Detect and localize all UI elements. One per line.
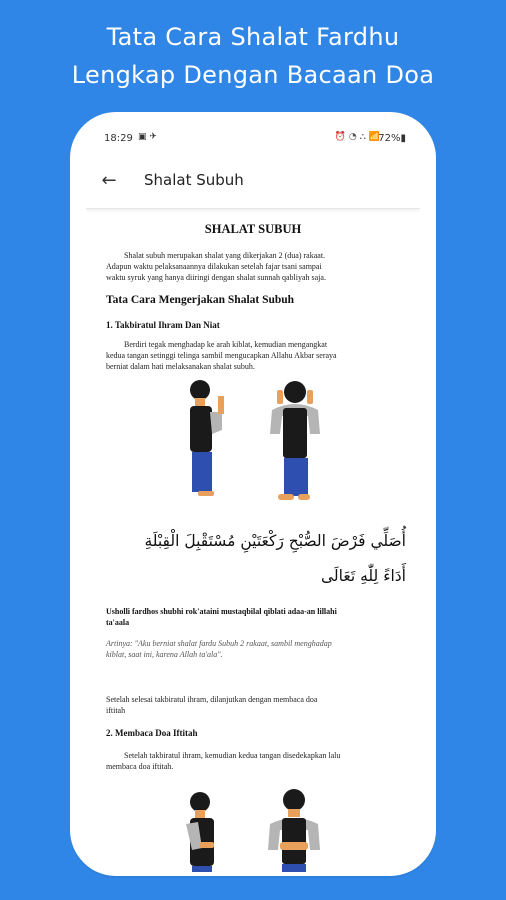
page-title: Shalat Subuh bbox=[144, 171, 244, 189]
app-bar bbox=[86, 152, 420, 209]
niat-arabic-line-2: أَدَاءً لِلّٰهِ تَعَالَى bbox=[321, 567, 406, 585]
back-arrow-icon[interactable]: ← bbox=[101, 170, 117, 191]
notification-icons: ▣ ✈ bbox=[138, 132, 157, 142]
promo-headline bbox=[0, 18, 506, 94]
after-takbir-line-2: iftitah bbox=[106, 706, 126, 715]
system-status-icons: ⏰ ◔ ⛬ 📶 bbox=[334, 132, 380, 142]
intro-line-1: Shalat subuh merupakan shalat yang dikerjakan 2 (dua) rakaat. bbox=[124, 251, 326, 260]
niat-meaning-line-2: kiblat, saat ini, karena Allah ta'ala". bbox=[106, 650, 223, 659]
phone-frame bbox=[70, 112, 436, 876]
sedekap-front-figure-illustration bbox=[266, 786, 322, 872]
intro-line-3: waktu syruk yang hanya diiringi dengan shalat sunnah qabliyah saja. bbox=[106, 273, 326, 282]
battery-indicator: 72%▮ bbox=[378, 133, 406, 144]
intro-line-2: Adapun waktu pelaksanaannya dilakukan setelah fajar tsani sampai bbox=[106, 262, 322, 271]
document-title: SHALAT SUBUH bbox=[204, 222, 302, 236]
sedekap-side-figure-illustration bbox=[178, 788, 228, 872]
promo-line-1: Tata Cara Shalat Fardhu bbox=[106, 23, 400, 51]
document-content[interactable] bbox=[86, 210, 420, 872]
promo-line-2: Lengkap Dengan Bacaan Doa bbox=[71, 61, 435, 89]
step1-line-1: Berdiri tegak menghadap ke arah kiblat, kemudian mengangkat bbox=[124, 340, 328, 349]
phone-screen bbox=[86, 124, 420, 872]
step2-line-1: Setelah takbiratul ihram, kemudian kedua tangan disedekapkan lalu bbox=[124, 751, 341, 760]
step2-line-2: membaca doa iftitah. bbox=[106, 762, 174, 771]
section-heading: Tata Cara Mengerjakan Shalat Subuh bbox=[106, 294, 295, 306]
step1-line-3: berniat dalam hati melaksanakan shalat subuh. bbox=[106, 362, 255, 371]
standing-figure-illustration bbox=[176, 376, 236, 512]
status-bar bbox=[86, 124, 420, 152]
step2-heading: 2. Membaca Doa Iftitah bbox=[106, 728, 198, 738]
step1-heading: 1. Takbiratul Ihram Dan Niat bbox=[106, 320, 220, 330]
after-takbir-line-1: Setelah selesai takbiratul ihram, dilanjutkan dengan membaca doa bbox=[106, 695, 318, 704]
niat-arabic-line-1: أُصَلِّي فَرْضَ الصُّبْحِ رَكْعَتَيْنِ مُسْتَقْبِلَ الْقِبْلَةِ bbox=[144, 532, 406, 550]
step1-line-2: kedua tangan setinggi telinga sambil mengucapkan Allahu Akbar seraya bbox=[106, 351, 337, 360]
niat-latin-line-2: ta'aala bbox=[106, 618, 130, 627]
niat-latin-line-1: Usholli fardhos shubhi rok'ataini mustaqbilal qiblati adaa-an lillahi bbox=[106, 607, 337, 616]
status-time: 18:29 bbox=[104, 133, 133, 144]
takbir-figure-illustration bbox=[264, 376, 326, 512]
niat-meaning-line-1: Artinya: "Aku berniat shalat fardu Subuh 2 rakaat, sambil menghadap bbox=[106, 639, 332, 648]
